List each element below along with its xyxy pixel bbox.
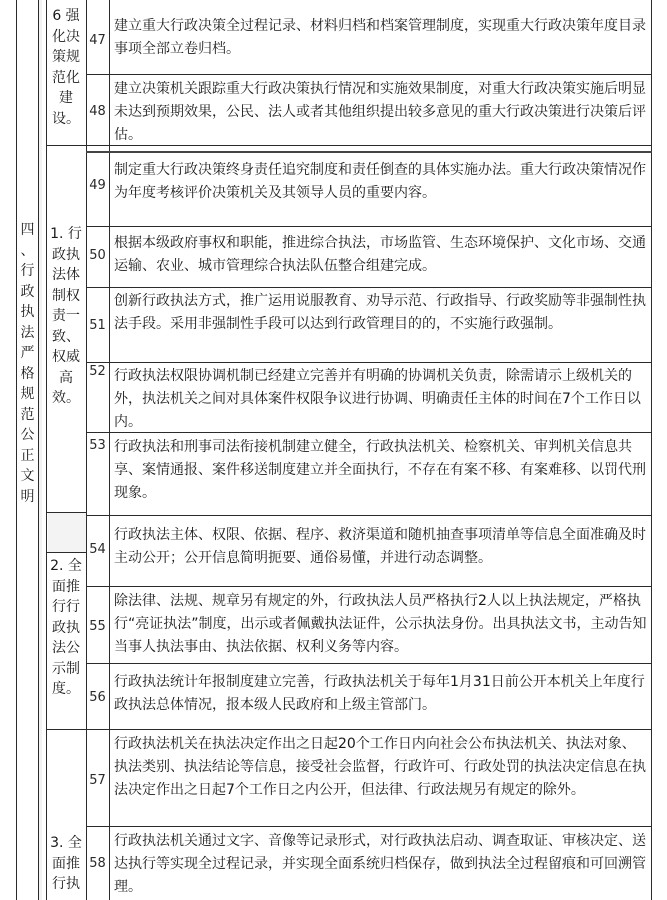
category-char: 格 xyxy=(20,365,35,382)
border-category xyxy=(38,0,39,900)
item-number: 49 xyxy=(89,178,106,193)
group-sep xyxy=(46,552,86,553)
row-sep-double xyxy=(86,151,652,153)
row-sep xyxy=(86,586,652,587)
item-number: 53 xyxy=(89,438,106,453)
category-char: 正 xyxy=(20,447,35,464)
item-number: 52 xyxy=(89,364,106,379)
group-sep xyxy=(46,145,86,146)
category-label xyxy=(17,220,38,507)
item-number: 56 xyxy=(89,690,106,705)
item-number: 54 xyxy=(89,542,106,557)
item-text: 行政执法机关通过文字、音像等记录形式，对行政执法启动、调查取证、审核决定、送达执行等实现全过程记录，并实现全面系统归档保存，做到执法全过程留痕和可回溯管理。 xyxy=(114,833,646,895)
row-sep xyxy=(86,826,652,827)
category-char: 四 xyxy=(20,222,35,238)
item-number: 57 xyxy=(89,773,106,788)
group-6-label: 6 强化决策规范化建设。 xyxy=(52,8,80,127)
item-text: 建立重大行政决策全过程记录、材料归档和档案管理制度，实现重大行政决策年度目录事项全部立卷归档。 xyxy=(114,18,646,57)
category-char: 规 xyxy=(20,386,35,402)
item-text: 创新行政执法方式，推广运用说服教育、劝导示范、行政指导、行政奖励等非强制性执法手段。采用非强制性手段可以达到行政管理目的的，不实施行政强制。 xyxy=(114,293,646,332)
row-sep xyxy=(86,663,652,664)
border-right xyxy=(651,0,652,900)
group-1-label: 1. 行政执法体制权责一致、权威高效。 xyxy=(50,226,82,406)
item-text: 根据本级政府事权和职能，推进综合执法，市场监管、生态环境保护、文化市场、交通运输、农业、城市管理综合执法队伍整合组建完成。 xyxy=(114,235,646,274)
category-char: 明 xyxy=(20,488,35,505)
group-3-label: 3. 全面推行执 xyxy=(50,835,82,892)
border-number xyxy=(109,0,110,900)
group-2-label: 2. 全面推行行政执法公示制度。 xyxy=(50,558,82,697)
item-number: 55 xyxy=(89,619,106,634)
category-char: 严 xyxy=(20,345,35,361)
item-number: 47 xyxy=(89,33,106,48)
row-sep xyxy=(86,362,652,363)
item-text: 制定重大行政决策终身责任追究制度和责任倒查的具体实施办法。重大行政决策情况作为年度考核评价决策机关及其领导人员的重要内容。 xyxy=(114,162,646,201)
category-char: 文 xyxy=(20,468,35,484)
category-char: 范 xyxy=(20,406,35,423)
category-char: 行 xyxy=(20,263,35,279)
item-text: 行政执法机关在执法决定作出之日起20个工作日内向社会公布执法机关、执法对象、执法类别、执法结论等信息，接受社会监督，行政许可、行政处罚的执法决定信息在执法决定作出之日起7个工作日之内公开，但法律、行政法规另有规定的除外。 xyxy=(114,736,646,798)
item-text: 行政执法和刑事司法衔接机制建立健全，行政执法机关、检察机关、审判机关信息共享、案情通报、案件移送制度建立并全面执行，不存在有案不移、有案难移、以罚代刑现象。 xyxy=(114,439,646,501)
category-char: 政 xyxy=(20,283,35,300)
row-sep xyxy=(86,226,652,227)
item-number: 50 xyxy=(89,248,106,263)
item-number: 48 xyxy=(89,104,106,119)
scan-shade xyxy=(48,512,86,552)
item-text: 行政执法主体、权限、依据、程序、救济渠道和随机抽查事项清单等信息全面准确及时主动公开；公开信息简明扼要、通俗易懂，并进行动态调整。 xyxy=(114,527,646,566)
item-text: 行政执法权限协调机制已经建立完善并有明确的协调机关负责，除需请示上级机关的外，执法机关之间对具体案件权限争议进行协调、明确责任主体的时间在7个工作日以内。 xyxy=(114,368,641,430)
row-sep xyxy=(86,74,652,75)
group-sep xyxy=(46,512,86,513)
category-char: 执 xyxy=(20,304,35,320)
item-text: 行政执法统计年报制度建立完善，行政执法机关于每年1月31日前公开本机关上年度行政执法总体情况，报本级人民政府和上级主管部门。 xyxy=(114,674,645,713)
border-group-left xyxy=(46,0,47,900)
item-text: 建立决策机关跟踪重大行政决策执行情况和实施效果制度，对重大行政决策实施后明显未达到预期效果，公民、法人或者其他组织提出较多意见的重大行政决策进行决策后评估。 xyxy=(114,81,646,143)
row-sep xyxy=(86,287,652,288)
item-number: 58 xyxy=(89,856,106,871)
row-sep xyxy=(86,515,652,516)
policy-table xyxy=(16,0,652,900)
group-sep xyxy=(46,729,86,730)
category-char: 法 xyxy=(20,324,35,341)
item-text: 除法律、法规、规章另有规定的外，行政执法人员严格执行2人以上执法规定，严格执行“亮证执法”制度，出示或者佩戴执法证件，公示执法身份。出具执法文书，主动告知当事人执法事由、执法依据、权利义务等内容。 xyxy=(114,593,647,655)
item-number: 51 xyxy=(89,318,106,333)
category-char: 公 xyxy=(20,427,35,443)
category-char: 、 xyxy=(20,242,35,259)
row-sep xyxy=(86,729,652,730)
